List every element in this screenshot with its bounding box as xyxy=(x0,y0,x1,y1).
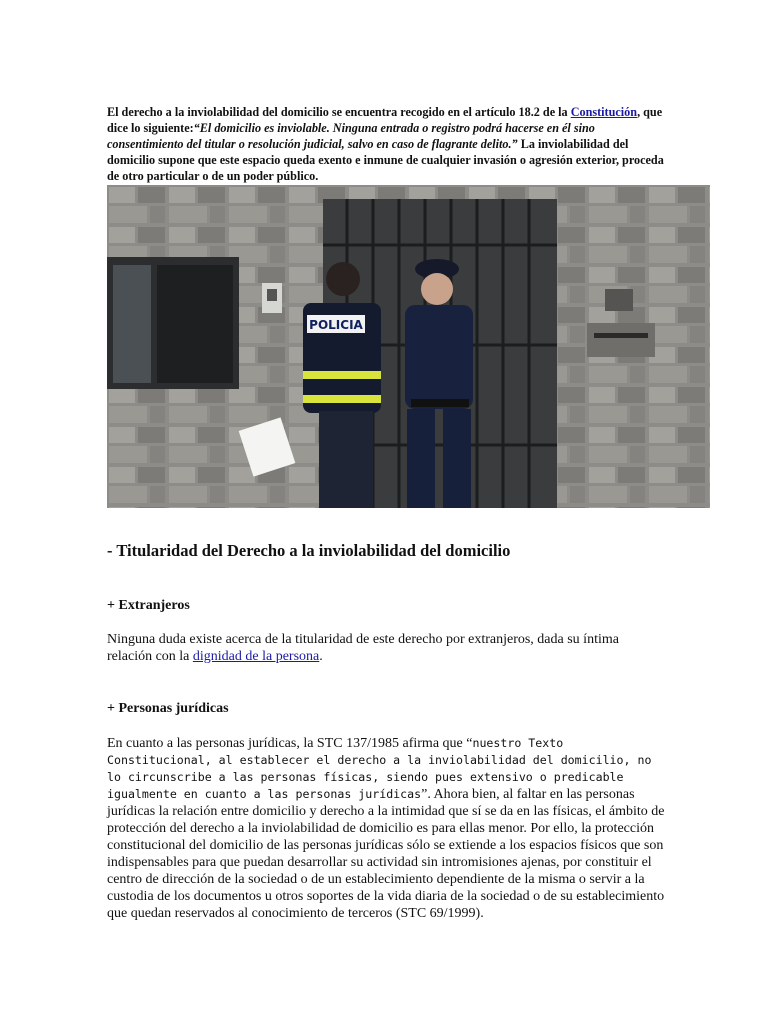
extranjeros-paragraph xyxy=(107,631,667,665)
intro-text-2: , que dice lo siguiente: xyxy=(107,105,663,136)
intro-quote: “El domicilio es inviolable. Ninguna entrada o registro podrá hacerse en él sino consentimiento del titular o resolución judicial, salvo en caso de flagrante delito.” xyxy=(107,121,595,152)
police-photo xyxy=(107,185,710,508)
extranjeros-text-2: . xyxy=(319,649,323,664)
dignidad-link[interactable]: dignidad de la persona xyxy=(192,649,320,664)
vest-label: POLICIA xyxy=(309,318,363,332)
section-title: - Titularidad del Derecho a la inviolabilidad del domicilio xyxy=(107,541,511,560)
juridicas-text-1: En cuanto a las personas jurídicas, la STC 137/1985 afirma que “ xyxy=(107,736,473,751)
juridicas-text-2: ”. Ahora bien, al faltar en las personas jurídicas la relación entre domicilio y derecho a la intimidad que sí se da en las físicas, el ámbito de protección del derecho a la inviolabilidad de domicilio es para ellas menor. Por ello, la protección constitucional del domicilio de las personas jurídicas sólo se extiende a los espacios físicos que son indispensables para que puedan desarrollar su actividad sin intromisiones ajenas, por constituir el centro de dirección de la sociedad o de un establecimiento dependiente de la misma o servir a la custodia de los documentos u otros soportes de la vida diaria de la sociedad o de su establecimiento que quedan reservados al conocimiento de terceros (STC 69/1999). xyxy=(107,787,665,921)
intro-text-1: El derecho a la inviolabilidad del domicilio se encuentra recogido en el artículo 18.2 de la xyxy=(107,105,571,120)
extranjeros-text-1: Ninguna duda existe acerca de la titularidad de este derecho por extranjeros, dada su íntima relación con la xyxy=(107,632,619,664)
extranjeros-heading: + Extranjeros xyxy=(107,598,190,613)
constitucion-link[interactable]: Constitución xyxy=(570,105,638,120)
juridicas-quote: nuestro Texto Constitucional, al establecer el derecho a la inviolabilidad del domicilio, no lo circunscribe a las personas físicas, siendo pues extensivo o predicable igualmente en cuanto a las personas jurídicas xyxy=(107,736,652,801)
juridicas-heading: + Personas jurídicas xyxy=(107,701,229,716)
juridicas-paragraph xyxy=(107,735,667,922)
intro-text-3: La inviolabilidad del domicilio supone que este espacio queda exento e inmune de cualquier invasión o agresión exterior, proceda de otro particular o de un poder público. xyxy=(107,137,664,184)
intro-paragraph xyxy=(107,104,667,184)
